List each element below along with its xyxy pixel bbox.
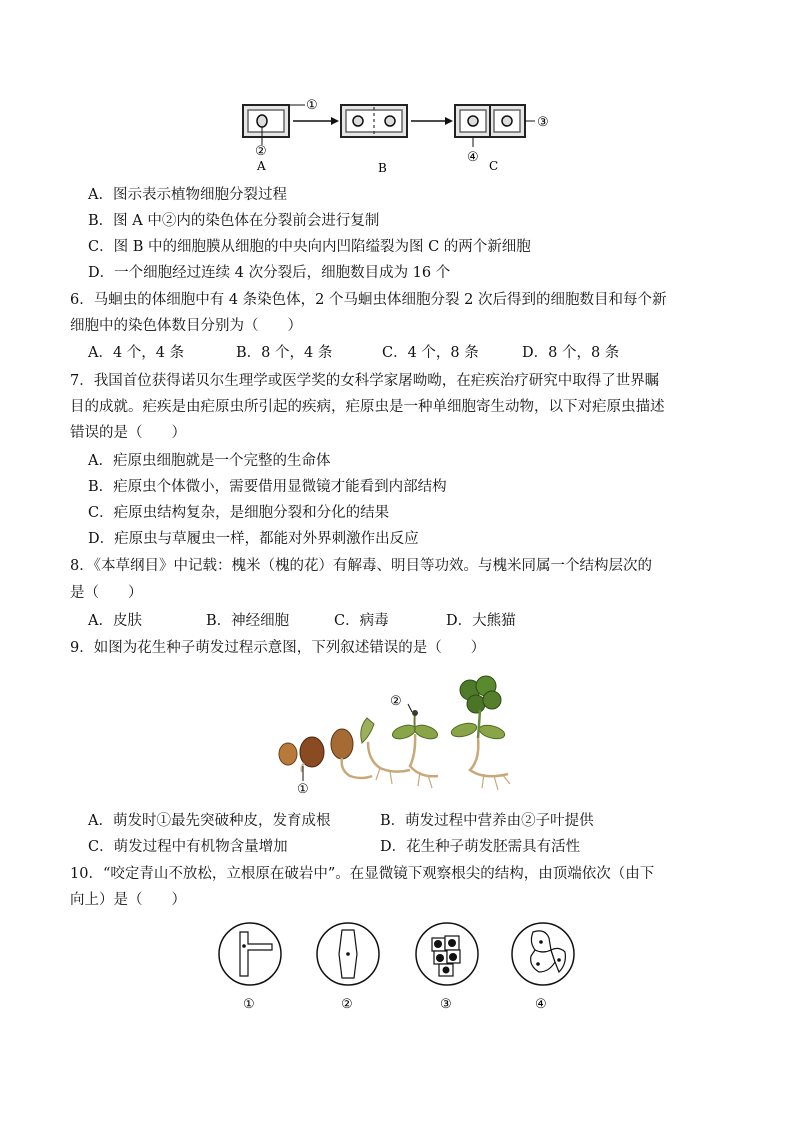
q7-stem-line-2: 目的成就。疟疾是由疟原虫所引起的疾病，疟原虫是一种单细胞寄生动物，以下对疟原虫描述 <box>70 399 665 415</box>
q7-option-d: D．疟原虫与草履虫一样，都能对外界刺激作出反应 <box>88 531 419 547</box>
root-cap-cells <box>512 923 574 985</box>
q6-stem-line-1: 6．马蛔虫的体细胞中有 4 条染色体，2 个马蛔虫体细胞分裂 2 次后得到的细胞数目和每个新 <box>70 292 667 308</box>
q7-stem-line-3: 错误的是（ ） <box>70 425 186 441</box>
cell-division-figure <box>235 95 565 180</box>
q8-options <box>88 611 516 631</box>
q7-option-c: C．疟原虫结构复杂，是细胞分裂和分化的结果 <box>88 505 390 521</box>
q8-option-a: A．皮肤 <box>88 613 142 629</box>
seedling-stage-6 <box>450 676 510 790</box>
cell-a <box>243 105 305 145</box>
cell-b <box>341 105 407 137</box>
q6-option-a: A．4 个，4 条 <box>88 345 185 361</box>
peanut-germination-figure <box>270 668 530 796</box>
q7-option-b: B．疟原虫个体微小，需要借用显微镜才能看到内部结构 <box>88 479 447 495</box>
q6-stem-line-2: 细胞中的染色体数目分别为（ ） <box>70 318 302 334</box>
root-figure-label-2: ② <box>341 997 353 1012</box>
q8-option-c: C．病毒 <box>334 613 389 629</box>
q6-option-b: B．8 个，4 条 <box>236 345 333 361</box>
q9-option-a: A．萌发时①最先突破种皮，发育成根 <box>88 813 331 829</box>
label-a: A <box>257 159 266 173</box>
q8-stem-line-2: 是（ ） <box>70 585 143 601</box>
seed-stage-1 <box>279 743 297 765</box>
q9-option-d: D．花生种子萌发胚需具有活性 <box>380 839 581 855</box>
q9-stem: 9．如图为花生种子萌发过程示意图，下列叙述错误的是（ ） <box>70 640 486 656</box>
seedling-stage-4 <box>361 718 374 743</box>
q9-options-row-2 <box>88 837 580 857</box>
q8-option-b: B．神经细胞 <box>206 613 290 629</box>
seed-stage-2 <box>300 737 324 767</box>
q6-options <box>88 343 619 363</box>
marker-1: ① <box>306 98 318 113</box>
q9-options-row-1 <box>88 811 594 831</box>
root-hair-cell <box>219 923 281 985</box>
q5-option-c: C．图 B 中的细胞膜从细胞的中央向内凹陷缢裂为图 C 的两个新细胞 <box>88 239 531 255</box>
q5-option-d: D．一个细胞经过连续 4 次分裂后，细胞数目成为 16 个 <box>88 265 451 281</box>
label-b: B <box>378 161 387 175</box>
q6-option-d: D．8 个，8 条 <box>522 345 620 361</box>
q8-stem-line-1: 8．《本草纲目》中记载：槐米（槐的花）有解毒、明目等功效。与槐米同属一个结构层次的 <box>70 558 652 574</box>
root-figure-label-1: ① <box>243 997 255 1012</box>
label-c: C <box>489 159 499 173</box>
q5-option-a: A．图示表示植物细胞分裂过程 <box>88 187 287 203</box>
root-figure-label-4: ④ <box>535 997 547 1012</box>
root-tip-cells-figure <box>215 918 585 1018</box>
q10-stem-line-2: 向上）是（ ） <box>70 892 186 908</box>
q7-option-a: A．疟原虫细胞就是一个完整的生命体 <box>88 453 331 469</box>
marker-3: ③ <box>537 115 549 130</box>
seedling-stage-5 <box>391 704 440 788</box>
q6-option-c: C．4 个，8 条 <box>382 345 479 361</box>
marker-4: ④ <box>467 150 479 165</box>
q7-stem-line-1: 7．我国首位获得诺贝尔生理学或医学奖的女科学家屠呦呦，在疟疾治疗研究中取得了世界瞩 <box>70 373 660 389</box>
marker-radicle: ① <box>297 782 309 796</box>
q5-option-b: B．图 A 中②内的染色体在分裂前会进行复制 <box>88 213 380 229</box>
marker-cotyledon: ② <box>390 694 402 709</box>
q10-stem-line-1: 10．“咬定青山不放松，立根原在破岩中”。在显微镜下观察根尖的结构，由顶端依次（由下 <box>70 866 655 882</box>
q9-option-c: C．萌发过程中有机物含量增加 <box>88 839 288 855</box>
marker-2: ② <box>255 144 267 159</box>
meristem-cells <box>416 923 478 985</box>
root-figure-label-3: ③ <box>440 997 452 1012</box>
elongation-cell <box>317 923 379 985</box>
cell-c <box>455 105 535 147</box>
seed-stage-3 <box>331 729 353 759</box>
q8-option-d: D．大熊猫 <box>446 613 516 629</box>
q9-option-b: B．萌发过程中营养由②子叶提供 <box>380 813 594 829</box>
